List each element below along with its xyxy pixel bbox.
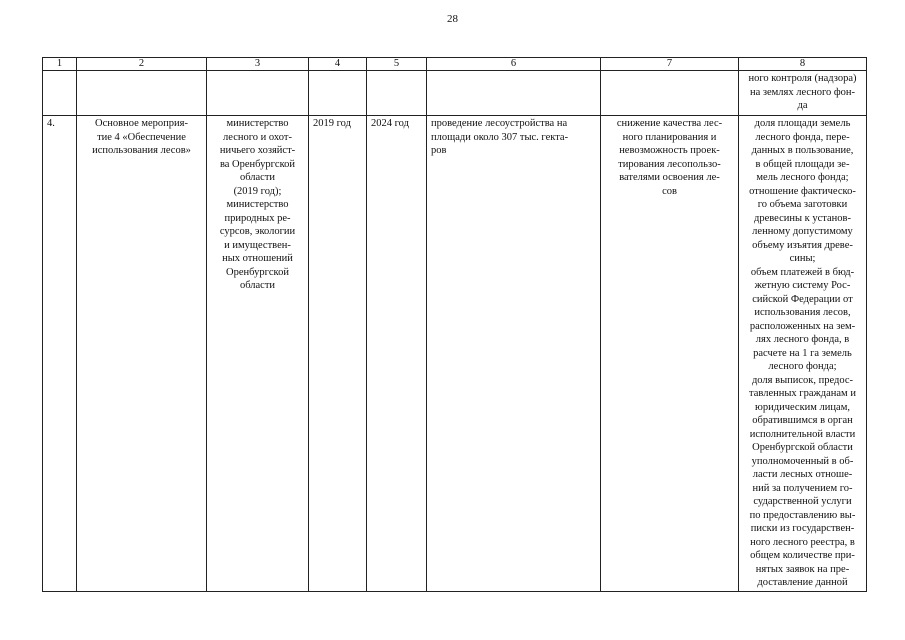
page-number: 28 — [447, 13, 458, 25]
column-header: 2 — [77, 58, 207, 71]
indicators-continuation-cell: ного контроля (надзора) на землях лесного фон- да — [739, 71, 867, 116]
expected-result-cell: проведение лесоустройства на площади около 307 тыс. гекта- ров — [427, 116, 601, 592]
table-cell — [77, 71, 207, 116]
table-cell — [309, 71, 367, 116]
column-header: 1 — [43, 58, 77, 71]
table-cell — [367, 71, 427, 116]
column-header: 3 — [207, 58, 309, 71]
end-year-cell: 2024 год — [367, 116, 427, 592]
start-year-cell: 2019 год — [309, 116, 367, 592]
column-header: 5 — [367, 58, 427, 71]
column-header: 6 — [427, 58, 601, 71]
table-cell — [601, 71, 739, 116]
activities-table — [42, 57, 867, 592]
table-header-row — [43, 58, 867, 71]
table-row — [43, 116, 867, 592]
continuation-row — [43, 71, 867, 116]
executor-cell: министерство лесного и охот- ничьего хозяйст- ва Оренбургской области (2019 год); министерство природных ре- сурсов, экологии и имуществен- ных отношений Оренбургской области — [207, 116, 309, 592]
table-cell — [207, 71, 309, 116]
consequences-cell: снижение качества лес- ного планирования и невозможность проек- тирования лесопользо- вателями освоения ле- сов — [601, 116, 739, 592]
column-header: 8 — [739, 58, 867, 71]
indicators-cell: доля площади земель лесного фонда, пере- данных в пользование, в общей площади зе- мель лесного фонда; отношение фактическо- го объема заготовки древесины к установ- ленному допустимому объему изъятия древе- сины; объем платежей в бюд- жетную систему Рос- сийской Федерации от использования лесов, расположенных на зем- лях лесного фонда, в расчете на 1 га земель лесного фонда; доля выписок, предос- тавленных гражданам и юридическим лицам, обратившимся в орган исполнительной власти Оренбургской области уполномоченный в об- ласти лесных отноше- ний за получением го- сударственной услуги по предоставлению вы- писки из государствен- ного лесного реестра, в общем количестве при- нятых заявок на пре- доставление данной — [739, 116, 867, 592]
column-header: 4 — [309, 58, 367, 71]
table-cell — [427, 71, 601, 116]
table-cell — [43, 71, 77, 116]
activity-name-cell: Основное мероприя- тие 4 «Обеспечение использования лесов» — [77, 116, 207, 592]
column-header: 7 — [601, 58, 739, 71]
row-number-cell: 4. — [43, 116, 77, 592]
